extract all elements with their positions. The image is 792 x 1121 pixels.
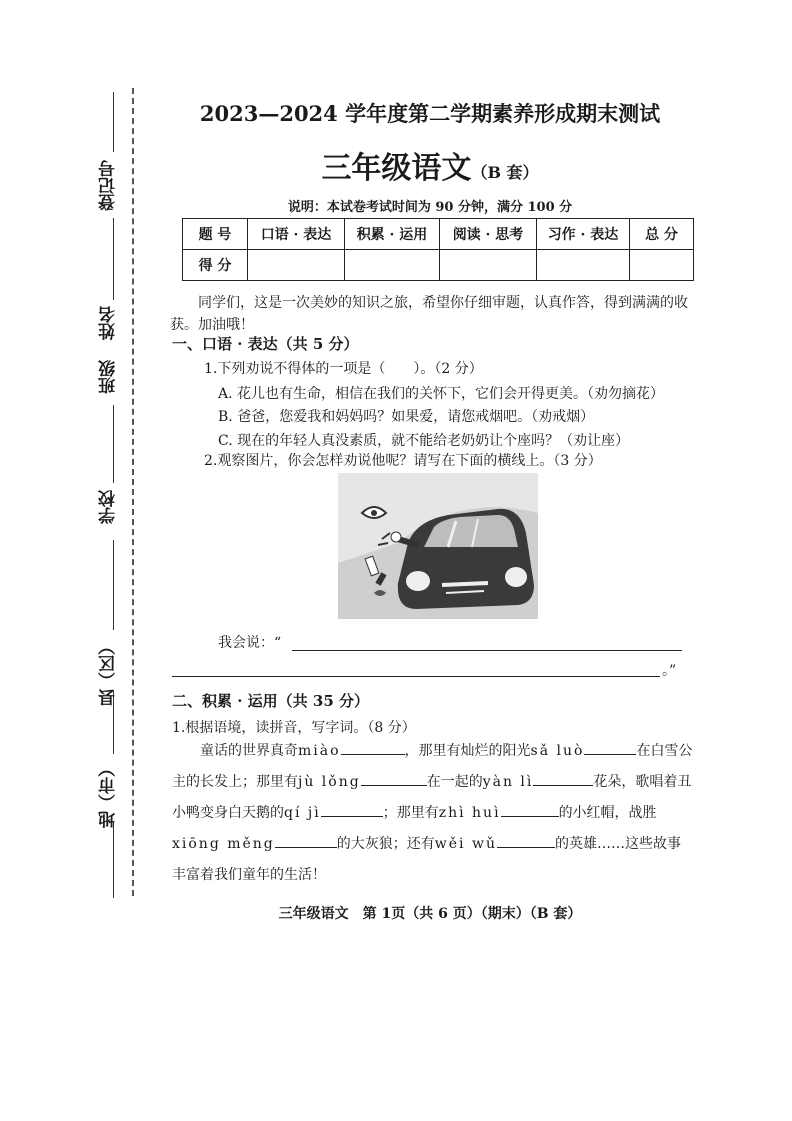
score-cell[interactable] <box>248 250 345 281</box>
city-blank[interactable] <box>113 822 114 898</box>
score-cell[interactable] <box>345 250 440 281</box>
score-table <box>182 218 694 281</box>
section2-question1: 1.根据语境，读拼音，写字词。（8 分） <box>172 720 416 736</box>
option-a[interactable]: A. 花儿也有生命，相信在我们的关怀下，它们会开得更美。（劝勿摘花） <box>218 386 665 402</box>
option-b[interactable]: B. 爸爸，您爱我和妈妈吗？如果爱，请您戒烟吧。（劝戒烟） <box>218 409 595 425</box>
answer-prefix: 我会说：“ <box>218 635 282 651</box>
score-table-score-row <box>183 250 694 281</box>
exam-note: 说明：本试卷考试时间为 90 分钟，满分 100 分 <box>287 200 573 215</box>
answer-suffix: 。” <box>662 663 677 679</box>
blank-miao[interactable] <box>341 738 405 755</box>
county-blank[interactable] <box>113 690 114 754</box>
passage-text: 的大灰狼；还有 <box>336 836 435 852</box>
blank-weiwu[interactable] <box>497 831 555 848</box>
pinyin-yanli: yàn lì <box>482 774 534 790</box>
county-label: 县（区） <box>99 638 119 706</box>
name-label: 姓名 <box>99 306 119 340</box>
pinyin-saluo: sǎ luò <box>530 743 585 759</box>
blank-julong[interactable] <box>361 769 427 786</box>
score-header-cell: 口语 · 表达 <box>248 219 345 250</box>
pinyin-qiji: qí jì <box>284 805 321 821</box>
score-cell[interactable] <box>630 250 694 281</box>
passage-text: 白雪公主的长发上；那里有 <box>172 743 693 790</box>
score-cell[interactable] <box>537 250 630 281</box>
passage-text: 花 <box>593 774 608 790</box>
pinyin-miao: miào <box>298 743 341 759</box>
pinyin-zhihui: zhì huì <box>438 805 501 821</box>
passage-text: 童话的世界真奇 <box>200 743 298 759</box>
blank-xiongmeng[interactable] <box>275 831 337 848</box>
register-number-label: 登记号 <box>99 160 119 211</box>
score-table-header-row <box>183 219 694 250</box>
page-footer: 三年级语文 第 1页（共 6 页）（期末）（B 套） <box>278 906 582 922</box>
score-header-cell: 题 号 <box>183 219 248 250</box>
blank-qiji[interactable] <box>321 800 383 817</box>
passage-text: 的小红帽，战胜 <box>558 805 657 821</box>
score-row-label: 得 分 <box>183 250 248 281</box>
set-label: （B 套） <box>471 163 539 182</box>
name-blank[interactable] <box>113 218 114 300</box>
score-header-cell: 总 分 <box>630 219 694 250</box>
binding-line <box>132 88 134 896</box>
car-littering-illustration <box>338 473 538 619</box>
school-label: 学校 <box>99 490 119 524</box>
class-blank[interactable] <box>113 405 114 483</box>
blank-zhihui[interactable] <box>501 800 559 817</box>
class-label: 班级 <box>99 360 119 394</box>
score-header-cell: 积累 · 运用 <box>345 219 440 250</box>
passage-text: 的英雄……这些故事丰富着我们童年的生活！ <box>172 836 681 883</box>
subject-label: 三年级语文 <box>321 151 472 186</box>
option-c[interactable]: C. 现在的年轻人真没素质，就不能给老奶奶让个座吗？（劝让座） <box>218 433 630 449</box>
passage-text: ；那里有 <box>382 805 439 821</box>
answer-line-1[interactable] <box>292 650 682 651</box>
exam-title: 2023—2024 学年度第二学期素养形成期末测试 <box>199 101 661 126</box>
pinyin-xiongmeng: xiōng měng <box>172 836 275 852</box>
pinyin-weiwu: wěi wǔ <box>434 836 497 852</box>
answer-line-2[interactable] <box>172 676 660 677</box>
exam-subtitle <box>150 143 710 187</box>
score-header-cell: 阅读 · 思考 <box>440 219 537 250</box>
blank-yanli[interactable] <box>533 769 593 786</box>
section2-title: 二、积累 · 运用（共 35 分） <box>172 692 369 710</box>
section1-title: 一、口语 · 表达（共 5 分） <box>172 335 359 353</box>
passage-text: 朵，歌唱着丑小鸭变身白天鹅的 <box>172 774 692 821</box>
passage-text: ，那里有灿烂的阳光 <box>404 743 531 759</box>
score-header-cell: 习作 · 表达 <box>537 219 630 250</box>
pinyin-passage <box>172 736 694 891</box>
intro-text: 同学们，这是一次美妙的知识之旅，希望你仔细审题，认真作答，得到满满的收获。加油哦！ <box>170 295 688 333</box>
question1: 1.下列劝说不得体的一项是（ ）。（2 分） <box>204 361 483 377</box>
passage-text: 在 <box>636 743 651 759</box>
question2: 2.观察图片，你会怎样劝说他呢？请写在下面的横线上。（3 分） <box>204 453 602 469</box>
register-number-blank[interactable] <box>113 92 114 152</box>
car-illustration-icon <box>338 473 538 619</box>
score-cell[interactable] <box>440 250 537 281</box>
passage-text: 在一起的 <box>426 774 483 790</box>
blank-saluo[interactable] <box>584 738 636 755</box>
pinyin-julong: jù lǒng <box>298 774 361 790</box>
city-label: 地（市） <box>99 760 119 828</box>
school-blank[interactable] <box>113 540 114 630</box>
